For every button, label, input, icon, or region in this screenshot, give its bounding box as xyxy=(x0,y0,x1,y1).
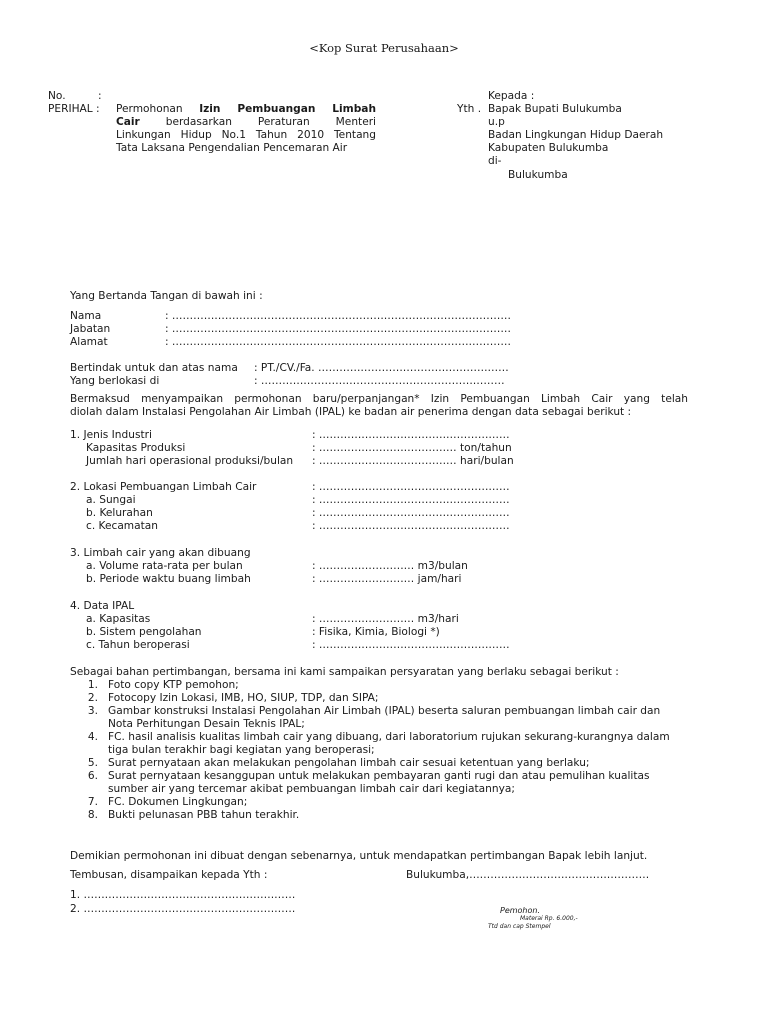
cc-line-1: 1. …………………………………………………… xyxy=(70,889,296,901)
bermaksud-paragraph xyxy=(70,393,688,419)
perihal-line-4: Tata Laksana Pengendalian Pencemaran Air xyxy=(116,142,348,154)
bertindak-label: Bertindak untuk dan atas nama xyxy=(70,362,238,374)
kecamatan-label: c. Kecamatan xyxy=(86,520,158,532)
perihal-subject xyxy=(116,103,376,155)
list-item-text: Surat pernyataan kesanggupan untuk melakukan pembayaran ganti rugi dan atau pemulihan kualitas xyxy=(108,770,650,782)
kelurahan-label: b. Kelurahan xyxy=(86,507,153,519)
list-item-number: 8. xyxy=(87,809,98,821)
sistem-pengolahan-label: b. Sistem pengolahan xyxy=(86,626,202,638)
hari-operasional-label: Jumlah hari operasional produksi/bulan xyxy=(86,455,294,467)
kepada-label: Kepada : xyxy=(488,90,535,102)
perihal-line-1 xyxy=(116,103,376,116)
pemohon-label: Pemohon. xyxy=(500,906,541,915)
berlokasi-label: Yang berlokasi di xyxy=(70,375,160,387)
list-item-text: Fotocopy Izin Lokasi, IMB, HO, SIUP, TDP, dan SIPA; xyxy=(108,692,379,704)
place-date: Bulukumba,…………………………………………… xyxy=(406,869,650,881)
kapasitas-produksi-value: : ………………………………… ton/tahun xyxy=(312,442,512,454)
list-item-number: 1. xyxy=(87,679,98,691)
yth-label: Yth . xyxy=(457,103,482,115)
perihal-bold-cair: Cair xyxy=(116,116,140,128)
perihal-text: Permohonan xyxy=(116,103,183,115)
intro-text: Yang Bertanda Tangan di bawah ini : xyxy=(70,290,263,302)
bermaksud-line-1: Bermaksud menyampaikan permohonan baru/perpanjangan* Izin Pembuangan Limbah Cair yang telah xyxy=(70,393,688,405)
tahun-beroperasi-label: c. Tahun beroperasi xyxy=(86,639,190,651)
list-item-number: 4. xyxy=(87,731,98,743)
jabatan-label: Jabatan xyxy=(70,323,111,335)
nama-value: : …………………………………………………………………………………… xyxy=(165,310,511,322)
volume-value: : ……………………… m3/bulan xyxy=(312,560,468,572)
letterhead-placeholder: <Kop Surat Perusahaan> xyxy=(309,41,459,55)
cc-line-2: 2. …………………………………………………… xyxy=(70,903,296,915)
requirements-intro: Sebagai bahan pertimbangan, bersama ini kami sampaikan persyaratan yang berlaku sebagai berikut : xyxy=(70,666,619,678)
section-3-title: 3. Limbah cair yang akan dibuang xyxy=(70,547,251,559)
address-line-2: u.p xyxy=(488,116,505,128)
list-item-text: Surat pernyataan akan melakukan pengolahan limbah cair sesuai ketentuan yang berlaku; xyxy=(108,757,590,769)
no-label: No. xyxy=(48,90,66,102)
list-item-number: 2. xyxy=(87,692,98,704)
address-line-1: Bapak Bupati Bulukumba xyxy=(488,103,622,115)
periode-value: : ……………………… jam/hari xyxy=(312,573,462,585)
list-item-text: FC. hasil analisis kualitas limbah cair yang dibuang, dari laboratorium rujukan sekurang-kurangnya dalam xyxy=(108,731,670,743)
list-item-number: 5. xyxy=(87,757,98,769)
section-4-title: 4. Data IPAL xyxy=(70,600,135,612)
closing-text: Demikian permohonan ini dibuat dengan sebenarnya, untuk mendapatkan pertimbangan Bapak lebih lanjut. xyxy=(70,850,648,862)
perihal-line-2 xyxy=(116,116,376,129)
list-item-number: 7. xyxy=(87,796,98,808)
list-item-text: Bukti pelunasan PBB tahun terakhir. xyxy=(108,809,300,821)
kapasitas-ipal-value: : ……………………… m3/hari xyxy=(312,613,459,625)
list-item-text: Nota Perhitungan Desain Teknis IPAL; xyxy=(108,718,305,730)
hari-operasional-value: : ………………………………… hari/bulan xyxy=(312,455,514,467)
tembusan-label: Tembusan, disampaikan kepada Yth : xyxy=(70,869,268,881)
list-item-text: Gambar konstruksi Instalasi Pengolahan Air Limbah (IPAL) beserta saluran pembuangan limbah cair dan xyxy=(108,705,661,717)
address-line-5: di- xyxy=(488,155,502,167)
perihal-text-2: berdasarkan Peraturan Menteri xyxy=(165,116,377,128)
kelurahan-value: : ……………………………………………… xyxy=(312,507,510,519)
tahun-beroperasi-value: : ……………………………………………… xyxy=(312,639,510,651)
address-line-4: Kabupaten Bulukumba xyxy=(488,142,609,154)
volume-label: a. Volume rata-rata per bulan xyxy=(86,560,243,572)
sungai-value: : ……………………………………………… xyxy=(312,494,510,506)
section-2-title: 2. Lokasi Pembuangan Limbah Cair xyxy=(70,481,257,493)
periode-label: b. Periode waktu buang limbah xyxy=(86,573,251,585)
no-colon: : xyxy=(98,90,102,102)
bermaksud-line-2: diolah dalam Instalasi Pengolahan Air Limbah (IPAL) ke badan air penerima dengan data sebagai berikut : xyxy=(70,406,632,418)
address-line-3: Badan Lingkungan Hidup Daerah xyxy=(488,129,664,141)
jabatan-value: : …………………………………………………………………………………… xyxy=(165,323,511,335)
address-line-6: Bulukumba xyxy=(508,169,568,181)
list-item-text: tiga bulan terakhir bagi kegiatan yang beroperasi; xyxy=(108,744,375,756)
perihal-label: PERIHAL : xyxy=(48,103,100,115)
ttd-note: Ttd dan cap Stempel xyxy=(488,923,551,930)
perihal-line-3: Linkungan Hidup No.1 Tahun 2010 Tentang xyxy=(116,129,376,141)
berlokasi-value: : …………………………………………………………… xyxy=(254,375,505,387)
materai-note: Materai Rp. 6.000,- xyxy=(520,915,578,922)
list-item-number: 3. xyxy=(87,705,98,717)
bertindak-value: : PT./CV./Fa. ……………………………………………… xyxy=(254,362,509,374)
section-1-value: : ……………………………………………… xyxy=(312,429,510,441)
alamat-value: : …………………………………………………………………………………… xyxy=(165,336,511,348)
list-item-text: Foto copy KTP pemohon; xyxy=(108,679,239,691)
nama-label: Nama xyxy=(70,310,102,322)
kapasitas-ipal-label: a. Kapasitas xyxy=(86,613,151,625)
alamat-label: Alamat xyxy=(70,336,108,348)
kecamatan-value: : ……………………………………………… xyxy=(312,520,510,532)
section-2-value: : ……………………………………………… xyxy=(312,481,510,493)
list-item-number: 6. xyxy=(87,770,98,782)
section-1-title: 1. Jenis Industri xyxy=(70,429,152,441)
list-item-text: FC. Dokumen Lingkungan; xyxy=(108,796,248,808)
sungai-label: a. Sungai xyxy=(86,494,136,506)
kapasitas-produksi-label: Kapasitas Produksi xyxy=(86,442,186,454)
perihal-bold: Izin Pembuangan Limbah xyxy=(199,103,376,115)
sistem-pengolahan-value: : Fisika, Kimia, Biologi *) xyxy=(312,626,440,638)
list-item-text: sumber air yang tercemar akibat pembuangan limbah cair dari kegiatannya; xyxy=(108,783,515,795)
